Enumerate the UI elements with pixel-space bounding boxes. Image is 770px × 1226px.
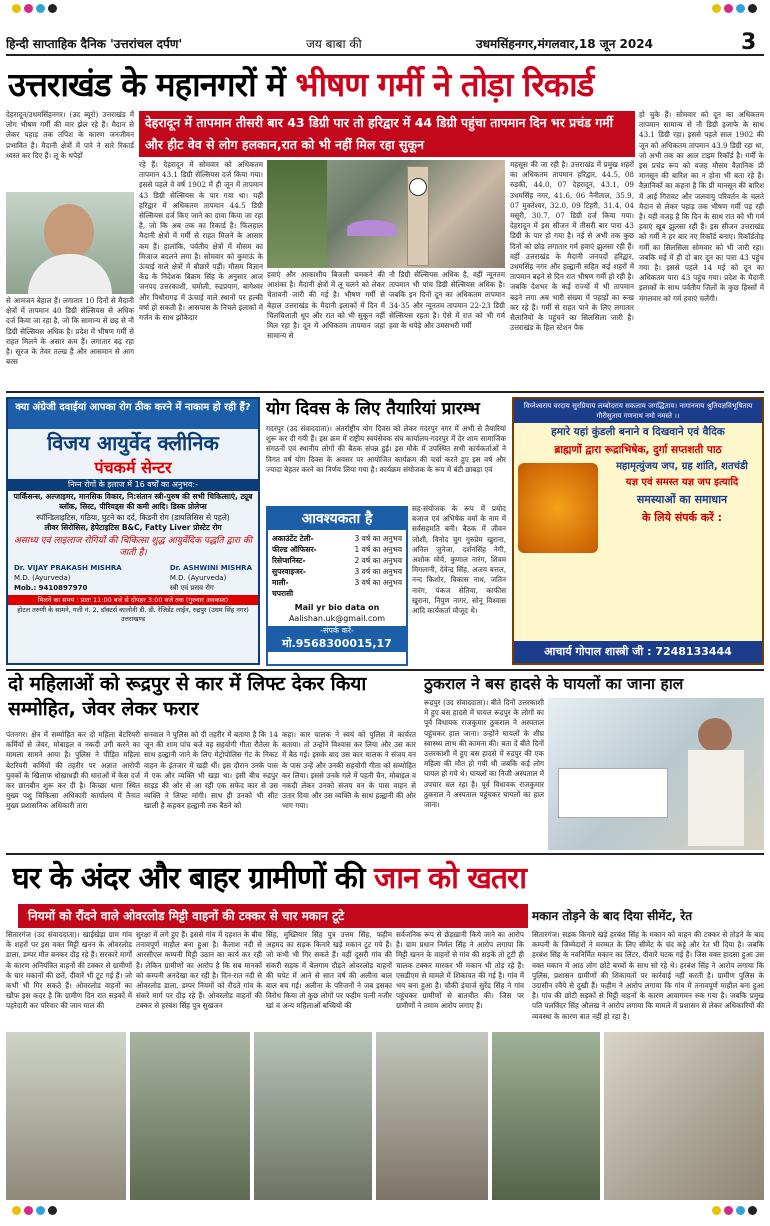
job-row: चपरासी — [272, 589, 294, 598]
headline-women-hypnotized: दो महिलाओं को रूद्रपुर से कार में लिफ्ट देकर किया सम्मोहित, जेवर लेकर फरार — [8, 673, 367, 720]
headline-villagers-danger — [12, 856, 764, 902]
ad-jobs-list — [268, 530, 406, 602]
story3-side-head: मकान तोड़ने के बाद दिया सीमेंट, रेत — [532, 909, 693, 923]
story1-col4: नौ डिग्री सेल्सियस अधिक है, वहीं न्यूनतम तापमान भी पांच डिग्री सेल्सियस अधिक है। जबकि इन दिनों दून का अधिकतम तापमान 34-35 और न्यूनतम तापमान 22-23 डिग्री सेल्सियस रहता है। ऐसे में रात को भी गर्म हवा के थपेड़े और उमसभरी गर्मी — [389, 270, 505, 331]
ad-ayurved-line1: निम्न रोगों के इलाज में 16 वर्षों का अनुभव:- — [8, 479, 258, 491]
ad-astro-name-phone: आचार्य गोपाल शास्त्री जी : 7248133444 — [514, 641, 762, 663]
headline-heat-record — [8, 62, 764, 108]
masthead-motto: जय बाबा की — [306, 37, 362, 51]
ad-astro-line6: के लिये संपर्क करें : — [642, 511, 722, 524]
damaged-wall-photo-1 — [6, 1032, 126, 1200]
story3-side-body: सितारगंज। सड़क किनारे खड़े हरबंश सिंह के मकान को वाहन की टक्कर से तोड़ने के बाद कम्पनी के जिम्मेदारों ने मरम्मत के लिए सीमेंट के चंद कट्टे और रेत भी दिया है। जबकि हरबंश सिंह के नवनिर्मित मकान का लिंटर, दीवारें चटक गई हैं। जिस वक्त हादसा हुआ उस वक्त मकान में आठ लोग छोटे बच्चों के साथ सो रहे थे। हरबंश सिंह ने आरोप लगाया कि पुलिस, प्रशासन ग्रामीणों की शिकायतों पर कार्रवाई नहीं करती है। ग्रामीण पुलिस के उदासीन रवैये से दुखी हैं। फहीम ने आरोप लगाया कि गांव में तनावपूर्ण माहौल बना हुआ है। गांव की छोटी सड़कों से मिट्टी वाहनों के कारण आवागमन रुक गया है। जबकि प्रमुख पति पलविंदर सिंह औलख ने आरोप लगाया कि मामले में प्रशासन से लेकर अधिकारियों की व्यवस्था के कारण बात नहीं हो रहा है। — [532, 930, 764, 1021]
masthead-date: उधमसिंहनगर,मंगलवार,18 जून 2024 — [476, 37, 653, 51]
ganesha-image — [518, 463, 598, 553]
ad-astro-line3: महामृत्युंजय जप, ग्रह शांति, शतचंडी — [616, 461, 748, 472]
ad-jobs-contact-label: -संपर्क करें- — [268, 626, 406, 636]
ad-astro-line1: हमारे यहां कुंडली बनाने व दिखवाने एवं वैदिक — [551, 426, 725, 438]
ad-jobs-mail-label: Mail yr bio data on — [294, 603, 380, 612]
magenta-dot — [724, 1206, 733, 1215]
ad-doctor1: Dr. VIJAY PRAKASH MISHRA M.D. (Ayurveda) Mob.: 9410897970 — [14, 564, 122, 592]
page-masthead — [6, 30, 764, 56]
section-divider — [6, 669, 764, 671]
headline3-part1: घर के अंदर और बाहर ग्रामीणों की — [12, 861, 365, 896]
story3-subhead: नियमों को रौंदने वाले ओवरलोड मिट्टी वाहनों की टक्कर से चार मकान टूटे — [18, 904, 528, 928]
headline-yoga-day: योग दिवस के लिए तैयारियां प्रारम्भ — [266, 399, 480, 419]
story1-col3: हवाएं और आकाशीय बिजली चमकने की आशंका है। मैदानी क्षेत्रों में लू चलने को लेकर चेतावनी जारी की गई है। भीषण गर्मी से बेहाल उत्तराखंड के मैदानी इलाकों में दिन में चिलचिलाती धूप और रात को भी सुकून नहीं मिल रहा है। दून में अधिकतम तापमान जहां सामान्य से — [267, 270, 385, 341]
cyan-dot — [736, 4, 745, 13]
color-registration-dots-left — [12, 4, 57, 14]
magenta-dot — [24, 4, 33, 13]
story1-col6: हो चुके हैं। सोमवार को दून का अधिकतम तापमान सामान्य से नौ डिग्री इजाफे के साथ 43.1 डिग्री रहा। इससे पहले साल 1902 की जून को अधिकतम तापमान 43.9 डिग्री रहा था, जो अभी तक का आल टाइम रिकॉर्ड है। गर्मी के इस प्रचंड रूप को वजह मौसम वैज्ञानिक प्री मानसून की बारिश का न होना भी बता रहे हैं। वैज्ञानिकों का कहना है कि प्री मानसून की बारिश में आई गिरावट और जलवायु परिवर्तन के चलते मैदान से लेकर पहाड़ तक भीषण गर्मी पड़ रही है। यही वजह है कि दिन के साथ रात को भी गर्म हवाएं खूब झुलसा रही हैं। इस सीजन उत्तराखंड को गर्मी ने हर बार नए रिकॉर्ड बनाए। रिकॉर्डतोड़ गर्मी का सिलसिला सोमवार को भी जारी रहा। जबकि मई में ही दो बार दून का पारा 43 पहुंच गया है। इससे पहले 14 मई को दून का अधिकतम पारा 43 पहुंच गया। प्रदेश के मैदानी इलाकों के साथ पर्वतीय जिलों के कुछ हिस्सों में मंगलवार को गर्म हवाएं चलेंगी। — [639, 110, 764, 303]
ad-ayurved-address: होटल तरुणी के सामने, गली नं. 2, डॉक्टर्स कालोनी डी. डी. रेजिडेंट लाईन, रुद्रपुर (उधम सिंह नगर) उत्तराखण्ड — [17, 606, 249, 623]
women-col1: पंतनगर। क्षेत्र में सम्मोहित कर दो महिला बेटरियरी कर्मियों से जेवर, मोबाइल व नकदी उगी करने का मामला सामने आया है। पुलिस ने पीड़ित महिला बेटरियरी कर्मियों की तहरीर पर अज्ञात आरोपी युवकों के खिलाफ धोखाधड़ी की धाराओं में केस दर्ज कर छानबीन शुरू कर दी है। किच्छा थाना स्थित मुख्य पशु चिकित्सा अधिकारी कार्यालय में तैनात मुख्य प्रशासनिक अधिकारी तारा — [6, 730, 140, 811]
ad-jobs — [266, 506, 408, 666]
section-divider — [6, 391, 764, 393]
ad-astro-line4: यज्ञ एवं समस्त यज्ञ जप इत्यादि — [625, 477, 739, 488]
ad-ayurved-timing: मिलने का समय : प्रातः 11:00 बजे से दोपहर 3:00 बजे तक (गुरुवार अवकाश) — [8, 595, 258, 605]
headline-part2: भीषण गर्मी ने तोड़ा रिकार्ड — [295, 65, 594, 104]
ad-jobs-phone: मो.9568300015,17 — [268, 636, 406, 652]
yellow-dot — [12, 1206, 21, 1215]
magenta-dot — [724, 4, 733, 13]
women-col3: कहा। कार चालक ने स्वयं को पुलिस में कार्यरत बताया। तो उन्होंने विश्वास कर लिया और उस कार में बैठ गई। इसके बाद उस कार चालक ने संजय वन के पास उन्हें और उनकी सहयोगी गीता को सम्मोहित कर लिया। इससे उनके गले में पहनी चैन, मोबाइल व नकदी लेकर उनको संजय वन के पास वाहन से उतार दिया और उस व्यक्ति के साथ हल्द्वानी की ओर भाग गया। — [282, 730, 416, 811]
cyan-dot — [736, 1206, 745, 1215]
color-registration-dots-right — [712, 4, 757, 14]
section-divider — [6, 853, 764, 855]
villagers-photo-2 — [254, 1032, 372, 1200]
villagers-photo-1 — [130, 1032, 250, 1200]
ad-astro-shlok: विघ्नेश्वराय वरदाय सुरप्रियाय लम्बोदराय सकलाय जगद्धिताय। नागाननाय श्रुतियज्ञविभूषिताय गौरीसुताय गणनाथ नमो नमस्ते ।। — [514, 399, 762, 423]
ad-ayurved-line3: स्पॉन्डिलाइटिस, गठिया, घुटने का दर्द, किडनी रोग (डायलिसिस से पहले) — [36, 513, 230, 522]
black-dot — [48, 1206, 57, 1215]
story1-col1-top: देहरादून/उधमसिंहनगर। (उद ब्यूरो) उत्तराखंड में लोग भीषण गर्मी की मार झेल रहे हैं। मैदान से लेकर पहाड़ तक तपिश के कारण जनजीवन प्रभावित है। मैदानी क्षेत्रों में पारे ने सारे रिकार्ड ध्वस्त कर दिए हैं। लू के थपेड़ों — [6, 110, 134, 160]
story1-col5: महसूस की जा रही है। उत्तराखंड में प्रमुख शहरों का अधिकतम तापमान हरिद्वार, 44.5, 08 रुड़की, 44.0, 07 देहरादून, 43.1, 09 उधमसिंह नगर, 41.6, 06 नैनीताल, 35.9, 07 मुक्तेश्वर, 32.0, 09 टिहरी, 31.4, 04 मसूरी, 30.7, 07 डिग्री दर्ज किया गया। देहरादून में इस सीजन में तीसरी बार पारा 43 डिग्री के पार हो गया है। नई से अभी तक कुछ दिनों को छोड़ लगातार गर्म हवाएं झुलसा रही हैं। वहीं उत्तराखंड के मैदानी जनपदों हरिद्वार, उधमसिंह नगर और हल्द्वानी सहित कई शहरों में तापमान बढ़ने से दिन रात भीषण गर्मी हो रही है। जबकि देशभर के कई राज्यों में भी तापमान बढ़ने लगा अब भारी संख्या में पहाड़ों का रूख कर रहे हैं। गर्मी से राहत पाने के लिए लगातार सैलानियों के पहुंचने का सिलसिला जारी है। उत्तराखंड के हिल स्टेशन पैक — [510, 160, 634, 333]
bottom-dots-left — [12, 1206, 57, 1216]
yellow-dot — [12, 4, 21, 13]
yoga-body-right: सह-संयोजक के रूप में प्रमोद बजाज एवं अभिषेक वर्मा के नाम में सर्वसहमति बनी। बैठक में जीवन जोशी, विनोद चुग गुरुप्रेम खुराना, अनिल जुनेजा, दर्शनसिंह नेगी, अशोक मोर्य, कुणाल नारंग, शिवम मिगलानी, देवेन्द्र सिंह, अजय बत्तल, नन्द किशोर, विकास नाथ, जतिन नारंग, पंकज सेतिया, काफीस खुराना, निपुण नागर, सोनू विश्वास आदि कार्यकर्ता मौजूद थे। — [412, 504, 506, 616]
job-row: अकाउंटेंट टेली- 3 वर्ष का अनुभव — [272, 534, 402, 543]
ad-ayurved-line5: असाध्य एवं लाइलाज रोगियों की चिकित्सा शुद्ध आयुर्वेदिक पद्धति द्वारा की जाती है। — [13, 536, 253, 558]
ad-ayurved-name: विजय आयुर्वेद क्लीनिक — [47, 431, 219, 455]
black-dot — [748, 4, 757, 13]
yoga-body-top: गदरपुर (उद संवाददाता)। अंतर्राष्ट्रीय योग दिवस को लेकर गदरपुर नगर में अभी से तैयारियां शुरू कर दी गयी हैं। इस क्रम में राष्ट्रीय स्वयंसेवक संघ कार्यालय-गदरपुर में देर शाम सामाजिक संगठनों एवं स्थानीय लोगों की बैठक संपन्न हुई। इस मौके में उपस्थित सभी कार्यकर्ताओं ने विगत वर्ष योग दिवस के अवसर पर आयोजित कार्यक्रम की चर्चा करते हुए इस वर्ष और ज्यादा बेहतर करने का निर्णय लिया गया है। कार्यक्रम संयोजक के रूप में बंटी छाबड़ा एवं — [266, 424, 506, 474]
women-col2: सनवाल ने पुलिस को दी तहरीर में बताया है कि 14 जून की शाम पांच बजे वह सहयोगी गीता रौतेला के साथ हल्द्वानी जाने के लिए मेट्रोपोलिस गेट के निकट वाहन के इंतजार में खड़ी थीं। इस दौरान उनके पास में एक और व्यक्ति भी खड़ा था। इसी बीच रुद्रपुर साइड की ओर से आ रही एक सफेद कार से उस व्यक्ति ने लिफ्ट मांगी। साथ ही उनको भी सीट खाली है कहकर हल्द्वानी तक बैठने को — [144, 730, 278, 811]
headline-part1: उत्तराखंड के महानगरों में — [8, 65, 285, 104]
cyan-dot — [36, 1206, 45, 1215]
story1-col2: रहे हैं। देहरादून में सोमवार को अधिकतम तापमान 43.1 डिग्री सेल्सियस दर्ज किया गया। इससे पहले वे वर्ष 1902 में ही जून में तापमान 43 डिग्री सेल्सियस के पार गया था। यहीं हरिद्वार में अधिकतम तापमान 44.5 डिग्री सेल्सियस दर्ज किए जाने का दावा किया जा रहा है, जो कि अब तक का रिकार्ड है। फिलहाल मैदानी क्षेत्रों में गर्मी से राहत मिलने के आसार कम हैं। हालांकि, पर्वतीय क्षेत्रों में मौसम का मिजाज बदलने लगा है। सोमवार को कुमाऊं के ऊंचाई वाले क्षेत्रों में बौछारें पड़ीं। मौसम विज्ञान केंद्र के निदेशक बिक्रम सिंह के अनुसार आज जनपद उत्तरकाशी, चमोली, रुद्रप्रयाग, बागेश्वर और पिथौरागढ़ में ऊंचाई वाले स्थानों पर हल्की वर्षा हो सकती है। आसपास के निचले इलाकों में गर्जन के साथ झोंकेदार — [139, 160, 263, 323]
story3-col4: सर्वजनिक रूप से छेड़ख़ानी किये जाने का आरोप है। ग्राम प्रधान निर्मल सिंह ने आरोप लगाया कि मिट्टी खनन के वाहनों से गांव की सड़कें तो टूटी ही चालक टक्कर मारकर भी मकान भी तोड़ रहे हैं। एसडीएम से मामले में शिकायत की गई है। गांव में भय बना हुआ है। चौकी इंचार्ज सुरेंद्र सिंह ने गांव पहुंचकर ग्रामीणों से बातचीत की। जिस पर ग्रामीणों ने तमाम आरोप लगाए हैं। — [396, 930, 524, 1011]
cyan-dot — [36, 4, 45, 13]
headline3-part2: जान को खतरा — [374, 861, 527, 896]
ad-astro-line5: समस्याओं का समाधान — [636, 493, 728, 506]
masthead-paper-name: हिन्दी साप्ताहिक दैनिक 'उत्तरांचल दर्पण' — [6, 37, 183, 51]
job-row: रिसेप्शनिस्ट- 2 वर्ष का अनुभव — [272, 556, 402, 565]
story1-subhead: देहरादून में तापमान तीसरी बार 43 डिग्री पार तो हरिद्वार में 44 डिग्री पहुंचा तापमान दिन भर प्रचंड गर्मी और हीट वेव से लोग हलकान,रात को भी नहीं मिल रहा सुकून — [139, 111, 635, 157]
ad-astrology — [512, 397, 764, 665]
story1-col1-bottom: से आमजन बेहाल हैं। लगातार 10 दिनों से मैदानी क्षेत्रों में तापमान 40 डिग्री सेल्सियस से अधिक दर्ज किया जा रहा है, जो कि सामान्य से छह से नौ डिग्री सेल्सियस अधिक है। प्रदेश में भीषण गर्मी से राहत मिलने के असार कम हैं। लगातार बढ़ रहा है। सूरज के तेवर तल्ख हैं और आसमान से आग बरस — [6, 296, 134, 367]
bottom-dots-right — [712, 1206, 757, 1216]
magenta-dot — [24, 1206, 33, 1215]
ad-jobs-title: आवश्यकता है — [268, 508, 406, 530]
villagers-photo-3 — [376, 1032, 488, 1200]
job-row: फील्ड ऑफिसर- 1 वर्ष का अनुभव — [272, 545, 402, 554]
job-row: माली- 3 वर्ष का अनुभव — [272, 578, 402, 587]
ad-jobs-email[interactable]: Aalishan.uk@gmail.com — [288, 614, 386, 623]
story3-col3: सिंह, मुख्तियार सिंह पुत्र उत्तम सिंह, फहीम अहमद का सड़क किनारे खड़े मकान टूट गये हैं। जो कभी भी गिर सकते हैं। वहीं दूसरी गांव की संकरी सड़क में बेलगाम दौड़ते ओवरलोड वाहनों की चपेट में आने से सात वर्ष की अलीना बाल बाल बच गई। अलीना के परिजनों ने जब इसका विरोध किया तो कुछ लोगों पर फहीम पत्नी नजीर खां व अन्य महिलाओं बच्चियों की — [266, 930, 392, 1011]
person-photo — [6, 192, 134, 294]
yellow-dot — [712, 4, 721, 13]
ad-ayurved-sub: पंचकर्म सेन्टर — [94, 458, 172, 477]
yellow-dot — [712, 1206, 721, 1215]
job-row: सुपरवाइजर- 3 वर्ष का अनुभव — [272, 567, 402, 576]
heat-photo-clocktower — [267, 160, 505, 268]
ad-astro-line2: ब्राह्मणों द्वारा रूद्राभिषेक, दुर्गा सप्तशती पाठ — [554, 444, 722, 456]
page-number: 3 — [741, 30, 757, 55]
story3-col1: सितारगंज (उद संवाददाता)। खाईखेड़ा ग्राम गांव के शहरों पर इस वक्त मिट्टी खनन के ओवरलोड डाला, डम्पर मौत बनकर दौड़ रहे हैं। सरकारे मार्गों के कारण अनियंत्रित वाहनों की टक्कर से ग्रामीणों के चार मकानों की छतें, दीवारें भी टूट गई हैं। जो कभी भी गिर सकते हैं। ओवरलोड वाहनों का खौफ इस कदर है कि ग्रामीण दिन रात सड़कों में पहरेदारी कर परिवार की जान माल की — [6, 930, 132, 1011]
ad-ayurved-tagline: क्या अंग्रेजी दवाईयां आपका रोग ठीक करने में नाकाम हो रही हैं? — [8, 399, 258, 429]
ad-doctor2: Dr. ASHWINI MISHRA M.D. (Ayurveda) स्त्री एवं प्रसव रोग — [169, 564, 252, 592]
accident-body: रूद्रपुर (उद संवाददाता)। बीते दिनों उत्तरकाशी में हुए बस हादसे में घायल रूद्रपुर के लोगों का पूर्व विधायक राजकुमार ठुकराल ने अस्पताल पहुंचकर हाल जाना। उन्होंने घायलों के शीघ्र स्वास्थ्य लाभ की कामना की। बता दें बीते दिनों उत्तरकाशी में हुए बस हादसे में रुद्रपुर की एक महिला की मौत हो गयी थी जबकि कई लोग घायल हो गये थे। घायलों का निजी अस्पताल में उपचार चल रहा है। पूर्व विधायक राजकुमार ठुकराल ने अस्पताल पहुंचकर घायलों का हाल जाना। — [424, 698, 544, 810]
ad-ayurved-line2: पार्किंसन्स, अल्जाइमर, मानसिक विकार, नि:संतान स्त्री-पुरुष की सभी चिकित्साएं, ट्यूब ब्लॉक, सिस्ट, पीरियड्स की कमी आदि। डिस्क प्रोलेप्स — [13, 492, 253, 511]
black-dot — [48, 4, 57, 13]
ad-ayurved-line4: लीवर सिरोसिस, हेपेटाइटिस B&C, Fatty Liver प्रोस्टेट रोग — [44, 523, 222, 532]
villagers-photo-4 — [492, 1032, 600, 1200]
cracked-wall-photo — [604, 1032, 764, 1200]
ad-ayurved-clinic — [6, 397, 260, 665]
headline-bus-accident: ठुकराल ने बस हादसे के घायलों का जाना हाल — [424, 675, 684, 693]
hospital-photo — [548, 698, 764, 850]
story3-col2: सुरक्षा में लगे हुए हैं। इससे गांव में दहशत के बीच तनावपूर्ण माहौल बना हुआ है। कैलाश नदी से आरसीएल कम्पनी मिट्टी उठान का कार्य कर रही है। लेकिन ग्रामीणों का आरोप है कि सब मानकों को कम्पनी अनदेखा कर रही है। दिन-रात नदी से ओवरलोड डाला, डम्पर नियमों को रौंदते गांव के संकरे मार्ग पर दौड़ रहे हैं। ओवरलोड वाहनों की टक्कर से हरबंश सिंह पुत्र सुखजन — [136, 930, 262, 1011]
black-dot — [748, 1206, 757, 1215]
